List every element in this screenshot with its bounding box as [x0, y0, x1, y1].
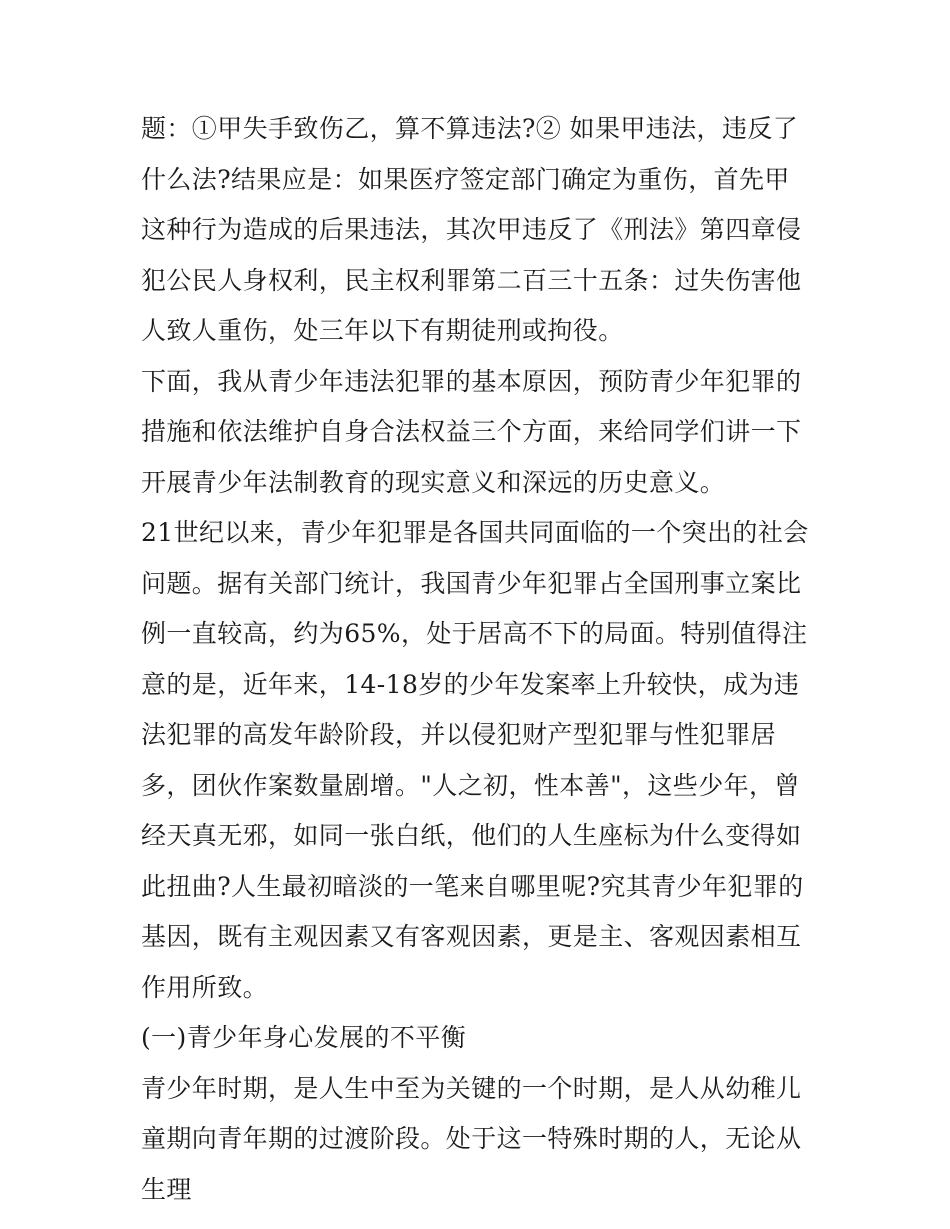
paragraph-statistics: 21世纪以来，青少年犯罪是各国共同面临的一个突出的社会问题。据有关部门统计，我国青少年犯罪占全国刑事立案比例一直较高，约为65%，处于居高不下的局面。特别值得注意的是，近年来，14-18岁的少年发案率上升较快，成为违法犯罪的高发年龄阶段，并以侵犯财产型犯罪与性犯罪居多，团伙作案数量剧增。"人之初，性本善"，这些少年，曾经天真无邪，如同一张白纸，他们的人生座标为什么变得如此扭曲?人生最初暗淡的一笔来自哪里呢?究其青少年犯罪的基因，既有主观因素又有客观因素，更是主、客观因素相互作用所致。	[141, 518, 809, 1002]
section-heading: (一)青少年身心发展的不平衡	[141, 1023, 467, 1052]
paragraph-adolescence: 青少年时期，是人生中至为关键的一个时期，是人从幼稚儿童期向青年期的过渡阶段。处于这一特殊时期的人，无论从生理	[141, 1073, 802, 1204]
paragraph-introduction: 下面，我从青少年违法犯罪的基本原因，预防青少年犯罪的措施和依法维护自身合法权益三个方面，来给同学们讲一下开展青少年法制教育的现实意义和深远的历史意义。	[141, 366, 802, 497]
document-body	[141, 104, 813, 1215]
paragraph-case-analysis: 题：①甲失手致伤乙，算不算违法?② 如果甲违法，违反了什么法?结果应是：如果医疗签定部门确定为重伤，首先甲这种行为造成的后果违法，其次甲违反了《刑法》第四章侵犯公民人身权利，民主权利罪第二百三十五条：过失伤害他人致人重伤，处三年以下有期徒刑或拘役。	[141, 114, 802, 345]
